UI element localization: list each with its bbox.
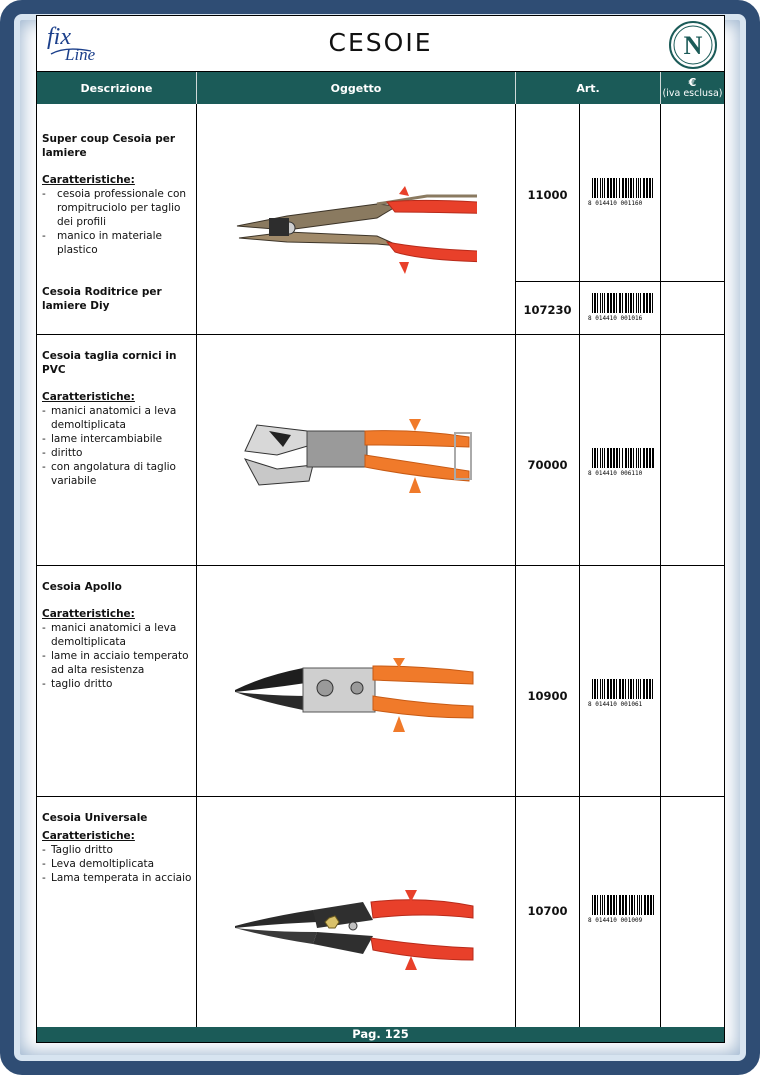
barcode-bar xyxy=(592,679,593,699)
svg-text:N: N xyxy=(683,31,703,60)
col-price xyxy=(661,72,724,104)
svg-text:fix: fix xyxy=(47,24,71,50)
price-note: (iva esclusa) xyxy=(662,88,723,99)
barcode-bar xyxy=(646,293,648,313)
features-list xyxy=(42,843,195,885)
barcode-bar xyxy=(653,895,654,915)
article-number: 11000 xyxy=(527,188,568,202)
svg-text:Line: Line xyxy=(65,45,96,64)
barcode-bar xyxy=(622,895,624,915)
barcode-bar xyxy=(600,895,601,915)
grid-line xyxy=(37,565,724,566)
barcode-bar xyxy=(636,448,637,468)
barcode-bar xyxy=(592,895,593,915)
svg-text:8 014410 006110: 8 014410 006110 xyxy=(588,470,643,476)
barcode-bar xyxy=(649,448,651,468)
barcode-bar xyxy=(646,178,648,198)
product-name: Cesoia Universale xyxy=(42,812,148,824)
barcode-bar xyxy=(597,679,598,699)
barcode-bar xyxy=(607,178,609,198)
article-number: 70000 xyxy=(527,458,568,472)
feature-item: - Lama temperata in acciaio xyxy=(42,871,195,885)
catalog-sheet xyxy=(36,15,725,1043)
barcode-bar xyxy=(630,178,632,198)
barcode-bar xyxy=(600,178,601,198)
page-title: CESOIE xyxy=(328,28,433,57)
product-name: Cesoia Apollo xyxy=(42,581,122,593)
barcode-bar xyxy=(643,293,645,313)
barcode-bar xyxy=(619,679,621,699)
article-number: 10700 xyxy=(527,904,568,918)
barcode-bar xyxy=(607,679,609,699)
barcode-bar xyxy=(602,448,603,468)
barcode-bar xyxy=(649,679,651,699)
barcode-bar xyxy=(647,895,649,915)
barcode-bar xyxy=(625,448,627,468)
barcode-bar xyxy=(633,679,634,699)
barcode-bar xyxy=(646,448,648,468)
barcode-bar xyxy=(610,895,612,915)
barcode-bar xyxy=(610,679,612,699)
barcode-bar xyxy=(630,293,632,313)
barcode-bar xyxy=(644,895,646,915)
straight-snips-image xyxy=(227,166,477,276)
product-description xyxy=(42,811,195,885)
barcode-bar xyxy=(616,679,617,699)
article-number: 107230 xyxy=(523,303,572,317)
universal-snips-image xyxy=(233,876,478,976)
frame-cutter-image xyxy=(237,401,477,501)
barcode-bar xyxy=(602,679,603,699)
barcode-bar xyxy=(630,448,632,468)
barcode-bar xyxy=(638,679,639,699)
barcode-bar xyxy=(628,293,629,313)
barcode-bar xyxy=(604,679,605,699)
barcode-bar xyxy=(643,448,645,468)
barcode-bar xyxy=(616,895,617,915)
product-description xyxy=(42,349,195,488)
barcode-bar xyxy=(652,679,653,699)
barcode-bar xyxy=(610,293,612,313)
barcode-bar xyxy=(616,293,617,313)
barcode-bar xyxy=(597,178,598,198)
barcode-bar xyxy=(600,679,601,699)
barcode-bar xyxy=(640,448,641,468)
barcode-bar xyxy=(652,178,653,198)
barcode-bar xyxy=(633,178,634,198)
article-number: 10900 xyxy=(527,689,568,703)
barcode-bar xyxy=(616,178,617,198)
page-header xyxy=(37,16,724,72)
barcode-bar xyxy=(622,679,624,699)
features-title: Caratteristiche: xyxy=(42,608,135,620)
barcode-bar xyxy=(594,178,596,198)
features-list xyxy=(42,621,195,691)
barcode-bar xyxy=(640,293,641,313)
barcode-icon xyxy=(588,895,658,923)
col-art: Art. xyxy=(516,72,661,104)
barcode-bar xyxy=(630,679,632,699)
barcode-bar xyxy=(602,895,603,915)
barcode-bar xyxy=(649,178,651,198)
barcode-bar xyxy=(619,895,621,915)
barcode-bar xyxy=(604,895,605,915)
barcode-bar xyxy=(641,895,642,915)
euro-symbol: € xyxy=(688,76,697,89)
feature-item: - lame intercambiabile xyxy=(42,432,195,446)
svg-text:8 014410 001016: 8 014410 001016 xyxy=(588,315,643,321)
barcode-icon xyxy=(588,679,658,707)
feature-item: - Leva demoltiplicata xyxy=(42,857,195,871)
barcode-bar xyxy=(640,679,641,699)
table-header xyxy=(37,72,724,104)
barcode-bar xyxy=(607,895,609,915)
barcode-bar xyxy=(600,448,601,468)
barcode-bar xyxy=(610,178,612,198)
barcode-bar xyxy=(619,178,620,198)
barcode-bar xyxy=(600,293,601,313)
product-name: Cesoia taglia cornici in PVC xyxy=(42,350,177,376)
barcode-bar xyxy=(634,895,635,915)
barcode-bar xyxy=(633,293,634,313)
features-list xyxy=(42,187,195,257)
barcode-bar xyxy=(636,178,637,198)
page-footer: Pag. 125 xyxy=(37,1027,724,1042)
barcode-icon xyxy=(588,448,658,476)
barcode-bar xyxy=(633,448,634,468)
barcode-bar xyxy=(649,293,651,313)
grid-line xyxy=(37,334,724,335)
barcode-bar xyxy=(597,895,598,915)
barcode-bar xyxy=(625,178,627,198)
barcode-bar xyxy=(604,293,605,313)
barcode-bar xyxy=(638,178,639,198)
barcode-bar xyxy=(652,293,653,313)
product-description xyxy=(42,580,195,691)
product-name: Super coup Cesoia per lamiere xyxy=(42,133,176,159)
barcode-bar xyxy=(628,448,629,468)
brand-seal-icon xyxy=(668,20,718,70)
feature-item: - manico in materiale plastico xyxy=(42,229,195,257)
barcode-bar xyxy=(646,679,648,699)
barcode-bar xyxy=(602,178,603,198)
barcode-bar xyxy=(636,293,637,313)
feature-item: - diritto xyxy=(42,446,195,460)
features-title: Caratteristiche: xyxy=(42,174,135,186)
feature-item: - cesoia professionale con rompitruciolo per taglio dei profili xyxy=(42,187,195,229)
barcode-bar xyxy=(652,448,654,468)
barcode-bar xyxy=(628,178,629,198)
barcode-bar xyxy=(597,293,598,313)
svg-text:8 014410 001061: 8 014410 001061 xyxy=(588,701,643,707)
barcode-bar xyxy=(638,448,639,468)
barcode-bar xyxy=(610,448,612,468)
barcode-bar xyxy=(622,448,623,468)
feature-item: - con angolatura di taglio variabile xyxy=(42,460,195,488)
barcode-bar xyxy=(638,293,639,313)
barcode-bar xyxy=(594,895,596,915)
barcode-bar xyxy=(616,448,618,468)
barcode-bar xyxy=(613,895,615,915)
barcode-bar xyxy=(622,293,623,313)
barcode-bar xyxy=(594,293,596,313)
barcode-bar xyxy=(607,448,609,468)
svg-text:8 014410 001009: 8 014410 001009 xyxy=(588,917,643,923)
barcode-bar xyxy=(636,679,637,699)
barcode-bar xyxy=(640,178,641,198)
col-descrizione: Descrizione xyxy=(37,72,197,104)
barcode-bar xyxy=(622,178,624,198)
barcode-bar xyxy=(643,679,645,699)
svg-text:8 014410 001160: 8 014410 001160 xyxy=(588,200,643,206)
col-oggetto: Oggetto xyxy=(197,72,516,104)
barcode-bar xyxy=(597,448,598,468)
feature-item: - lame in acciaio temperato ad alta resistenza xyxy=(42,649,195,677)
barcode-bar xyxy=(631,895,633,915)
product-description xyxy=(42,285,195,313)
feature-item: - Taglio dritto xyxy=(42,843,195,857)
barcode-bar xyxy=(594,448,596,468)
barcode-bar xyxy=(639,895,640,915)
barcode-bar xyxy=(643,178,645,198)
barcode-bar xyxy=(637,895,638,915)
barcode-bar xyxy=(592,178,593,198)
features-title: Caratteristiche: xyxy=(42,830,135,842)
barcode-icon xyxy=(588,178,658,206)
barcode-bar xyxy=(625,679,626,699)
barcode-bar xyxy=(613,679,615,699)
barcode-bar xyxy=(613,293,615,313)
feature-item: - taglio dritto xyxy=(42,677,195,691)
product-name: Cesoia Roditrice per lamiere Diy xyxy=(42,286,162,312)
barcode-bar xyxy=(613,178,615,198)
barcode-bar xyxy=(619,448,620,468)
barcode-bar xyxy=(613,448,615,468)
barcode-bar xyxy=(592,448,593,468)
barcode-bar xyxy=(607,293,609,313)
barcode-bar xyxy=(625,293,627,313)
features-title: Caratteristiche: xyxy=(42,391,135,403)
barcode-bar xyxy=(592,293,593,313)
product-description xyxy=(42,132,195,257)
barcode-icon xyxy=(588,293,658,321)
barcode-bar xyxy=(619,293,621,313)
barcode-bar xyxy=(602,293,603,313)
barcode-bar xyxy=(650,895,652,915)
aviation-snips-image xyxy=(233,636,478,736)
grid-line xyxy=(37,796,724,797)
barcode-bar xyxy=(628,679,629,699)
barcode-bar xyxy=(629,895,630,915)
barcode-bar xyxy=(625,895,627,915)
barcode-bar xyxy=(594,679,596,699)
grid-line xyxy=(515,281,724,282)
barcode-bar xyxy=(604,178,605,198)
barcode-bar xyxy=(604,448,605,468)
feature-item: - manici anatomici a leva demoltiplicata xyxy=(42,404,195,432)
feature-item: - manici anatomici a leva demoltiplicata xyxy=(42,621,195,649)
features-list xyxy=(42,404,195,488)
